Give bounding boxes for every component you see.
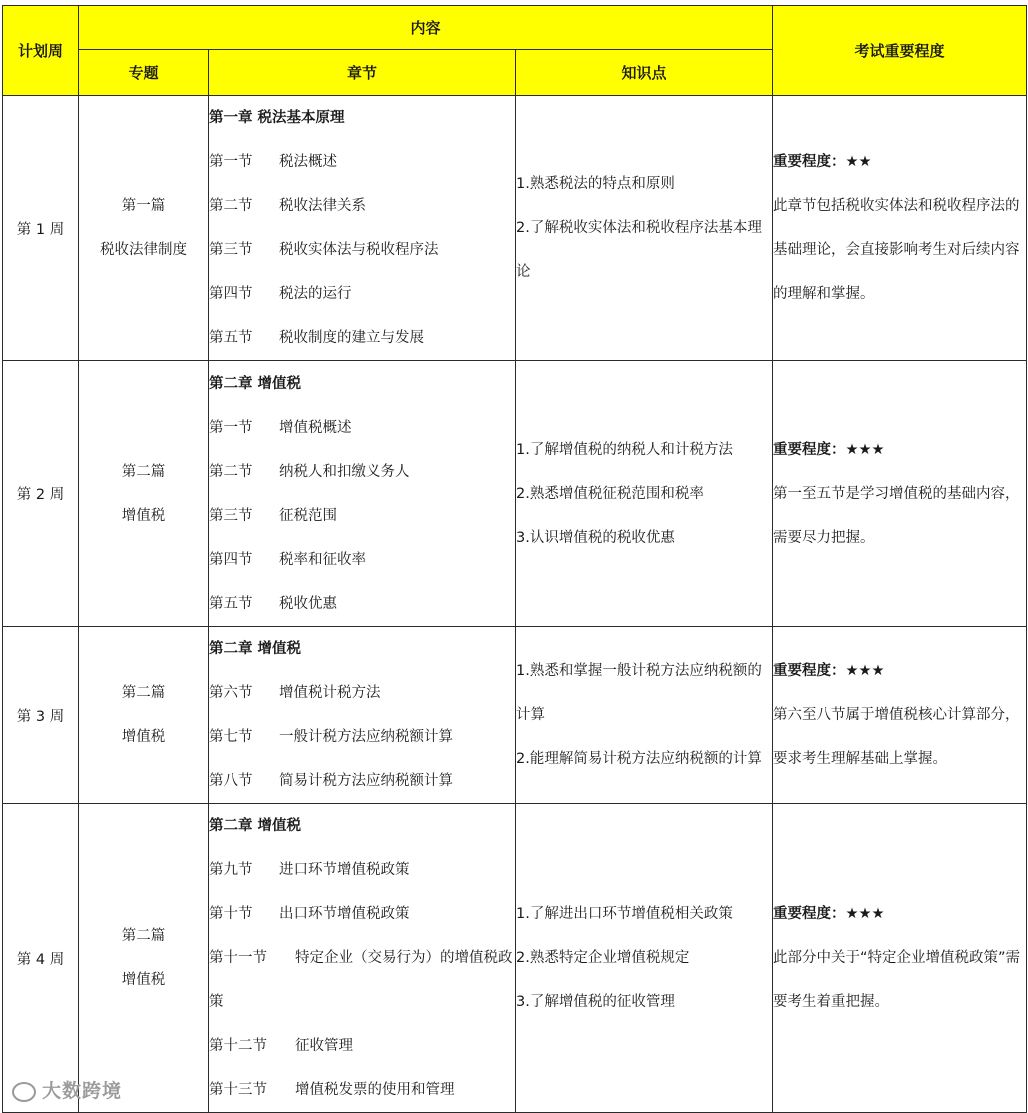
- chapter-title: 第二章 增值税: [209, 641, 302, 657]
- section-name: 简易计税方法应纳税额计算: [279, 773, 453, 789]
- section-item: [209, 759, 515, 803]
- topic-line: 第一篇: [121, 198, 166, 214]
- section-name: 税法的运行: [279, 286, 352, 302]
- knowledge-cell: 1.了解增值税的纳税人和计税方法 2.熟悉增值税征税范围和税率 3.认识增值税的税收优惠: [516, 361, 773, 627]
- header-content: 内容: [79, 6, 773, 50]
- week-cell: 第 1 周: [3, 96, 79, 361]
- section-item: [209, 228, 515, 272]
- section-item: [209, 272, 515, 316]
- section-name: 税收制度的建立与发展: [279, 330, 424, 346]
- header-knowledge: 知识点: [516, 50, 773, 96]
- topic-line: 税收法律制度: [100, 242, 187, 258]
- importance-note: 此章节包括税收实体法和税收程序法的基础理论，会直接影响考生对后续内容的理解和掌握。: [773, 198, 1020, 302]
- section-number: 第二节: [209, 198, 253, 214]
- header-chapter: 章节: [209, 50, 516, 96]
- topic-cell: [79, 96, 209, 361]
- chapter-title: 第二章 增值税: [209, 818, 302, 834]
- section-item: [209, 671, 515, 715]
- topic-line: 第二篇: [121, 685, 166, 701]
- section-name: 纳税人和扣缴义务人: [279, 463, 410, 480]
- section-number: 第三节: [209, 507, 253, 524]
- section-number: 第十二节: [209, 1038, 267, 1054]
- header-importance: 考试重要程度: [773, 6, 1027, 96]
- section-name: 税收法律关系: [279, 198, 366, 214]
- section-number: 第十节: [209, 906, 253, 922]
- section-number: 第四节: [209, 551, 253, 568]
- section-item: [209, 715, 515, 759]
- week-cell: 第 2 周: [3, 361, 79, 627]
- importance-note: 第六至八节属于增值税核心计算部分，要求考生理解基础上掌握。: [773, 707, 1020, 767]
- section-number: 第八节: [209, 773, 253, 789]
- section-name: 税率和征收率: [279, 551, 366, 568]
- section-number: 第四节: [209, 286, 253, 302]
- chapter-title: 第一章 税法基本原理: [209, 110, 345, 126]
- section-item: [209, 892, 515, 936]
- section-item: [209, 494, 515, 538]
- section-number: 第十三节: [209, 1082, 267, 1098]
- section-item: [209, 582, 515, 626]
- topic-line: 增值税: [121, 729, 166, 745]
- watermark: [12, 1076, 122, 1103]
- knowledge-cell: 1.熟悉和掌握一般计税方法应纳税额的计算 2.能理解简易计税方法应纳税额的计算: [516, 627, 773, 804]
- importance-cell: [773, 361, 1027, 627]
- week-cell: 第 3 周: [3, 627, 79, 804]
- section-name: 税收优惠: [279, 595, 337, 612]
- section-name: 出口环节增值税政策: [279, 906, 410, 922]
- importance-rating: 重要程度：★★★: [773, 441, 885, 458]
- study-plan-table: [2, 5, 1027, 1113]
- importance-cell: [773, 627, 1027, 804]
- importance-cell: [773, 96, 1027, 361]
- watermark-logo-icon: [12, 1082, 36, 1102]
- section-item: [209, 848, 515, 892]
- table-row: [3, 627, 1027, 804]
- section-number: 第七节: [209, 729, 253, 745]
- table-row: [3, 804, 1027, 1113]
- section-name: 税收实体法与税收程序法: [279, 242, 439, 258]
- knowledge-cell: 1.了解进出口环节增值税相关政策 2.熟悉特定企业增值税规定 3.了解增值税的征收管理: [516, 804, 773, 1113]
- table-row: [3, 96, 1027, 361]
- table-row: [3, 361, 1027, 627]
- section-item: [209, 936, 515, 1024]
- watermark-text: 大数跨境: [42, 1080, 123, 1102]
- importance-rating: 重要程度：★★★: [773, 663, 885, 679]
- header-week: 计划周: [3, 6, 79, 96]
- chapter-cell: [209, 627, 516, 804]
- section-item: [209, 1024, 515, 1068]
- section-item: [209, 140, 515, 184]
- topic-line: 第二篇: [121, 463, 166, 480]
- topic-line: 增值税: [121, 972, 166, 988]
- section-name: 特定企业（交易行为）的增值税政策: [209, 950, 513, 1010]
- section-name: 一般计税方法应纳税额计算: [279, 729, 453, 745]
- section-number: 第十一节: [209, 950, 267, 966]
- importance-note: 此部分中关于“特定企业增值税政策”需要考生着重把握。: [773, 950, 1021, 1010]
- topic-line: 增值税: [121, 507, 166, 524]
- section-number: 第五节: [209, 330, 253, 346]
- importance-note: 第一至五节是学习增值税的基础内容，需要尽力把握。: [773, 485, 1020, 546]
- week-cell: 第 4 周: [3, 804, 79, 1113]
- section-number: 第一节: [209, 419, 253, 436]
- section-number: 第一节: [209, 154, 253, 170]
- section-item: [209, 316, 515, 360]
- section-name: 进口环节增值税政策: [279, 862, 410, 878]
- topic-line: 第二篇: [121, 928, 166, 944]
- chapter-cell: [209, 96, 516, 361]
- section-name: 增值税计税方法: [279, 685, 381, 701]
- section-item: [209, 184, 515, 228]
- importance-rating: 重要程度：★★: [773, 154, 872, 170]
- section-name: 征收管理: [295, 1038, 353, 1054]
- section-item: [209, 406, 515, 450]
- section-item: [209, 1068, 515, 1112]
- chapter-title: 第二章 增值税: [209, 375, 302, 392]
- section-number: 第三节: [209, 242, 253, 258]
- knowledge-cell: 1.熟悉税法的特点和原则 2.了解税收实体法和税收程序法基本理论: [516, 96, 773, 361]
- section-item: [209, 538, 515, 582]
- section-number: 第六节: [209, 685, 253, 701]
- section-name: 增值税概述: [279, 419, 352, 436]
- topic-cell: [79, 361, 209, 627]
- topic-cell: [79, 627, 209, 804]
- header-topic: 专题: [79, 50, 209, 96]
- section-name: 增值税发票的使用和管理: [295, 1082, 455, 1098]
- section-number: 第五节: [209, 595, 253, 612]
- importance-rating: 重要程度：★★★: [773, 906, 885, 922]
- section-name: 征税范围: [279, 507, 337, 524]
- section-name: 税法概述: [279, 154, 337, 170]
- importance-cell: [773, 804, 1027, 1113]
- topic-cell: [79, 804, 209, 1113]
- section-number: 第二节: [209, 463, 253, 480]
- section-item: [209, 450, 515, 494]
- chapter-cell: [209, 361, 516, 627]
- chapter-cell: [209, 804, 516, 1113]
- section-number: 第九节: [209, 862, 253, 878]
